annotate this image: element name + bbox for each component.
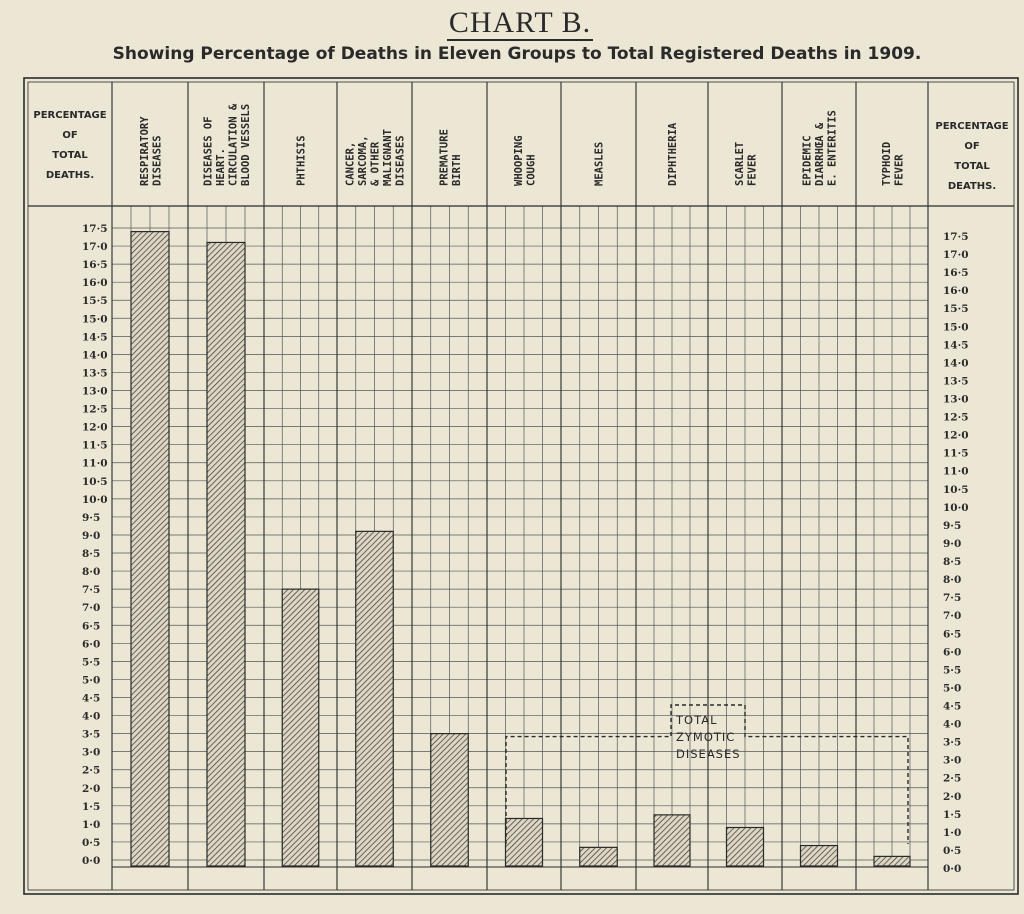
y-tick-label: 1·5	[82, 800, 101, 813]
y-tick-label-right: 7·5	[943, 592, 962, 605]
category-label: PREMATURE	[438, 129, 451, 186]
y-tick-label-right: 17·5	[943, 231, 969, 243]
y-tick-label: 7·0	[82, 602, 101, 615]
y-tick-label: 6·0	[82, 638, 101, 651]
y-tick-label-right: 10·0	[943, 501, 969, 514]
y-axis-title: PERCENTAGE	[33, 110, 107, 121]
y-tick-label: 16·0	[82, 277, 108, 290]
bar	[654, 815, 690, 866]
category-label: SCARLET	[733, 141, 746, 186]
y-tick-label-right: 16·5	[943, 267, 969, 280]
y-tick-label: 9·0	[82, 529, 101, 542]
y-tick-label: 11·5	[82, 439, 108, 452]
y-tick-label-right: 4·0	[943, 718, 962, 731]
y-tick-label: 12·5	[82, 403, 108, 416]
y-tick-label-right: 0·0	[943, 863, 962, 875]
y-tick-label: 6·5	[82, 620, 101, 633]
bar	[727, 827, 764, 866]
y-tick-label: 12·0	[82, 421, 108, 434]
chart-frame-inner	[28, 82, 1014, 890]
y-tick-label-right: 14·5	[943, 339, 969, 352]
y-tick-label-right: 3·0	[943, 754, 962, 767]
bar	[282, 589, 319, 866]
y-tick-label: 10·5	[82, 475, 108, 488]
y-tick-label: 15·0	[82, 313, 108, 326]
category-label: BIRTH	[450, 154, 463, 186]
y-tick-label: 1·0	[82, 818, 101, 831]
y-tick-label-right: 1·5	[943, 808, 962, 821]
category-label: COUGH	[525, 154, 538, 186]
y-tick-label: 5·5	[82, 656, 101, 669]
y-tick-label: 9·5	[82, 511, 101, 524]
bar	[801, 846, 838, 866]
y-tick-label-right: 6·0	[943, 646, 962, 659]
y-axis-title-right: DEATHS.	[947, 181, 997, 192]
bar	[580, 847, 618, 866]
annotation-label: DISEASES	[676, 747, 741, 761]
y-tick-label-right: 13·0	[943, 393, 969, 406]
y-axis-title-right: PERCENTAGE	[935, 121, 1009, 132]
y-tick-label-right: 8·5	[943, 556, 962, 569]
y-tick-label-right: 5·5	[943, 664, 962, 677]
y-tick-label-right: 15·0	[943, 321, 969, 334]
category-label: CIRCULATION &	[227, 103, 240, 186]
y-axis-title: TOTAL	[52, 150, 88, 161]
y-tick-label-right: 12·5	[943, 411, 969, 424]
chart-frame	[24, 78, 1018, 894]
y-axis-title: DEATHS.	[45, 170, 95, 181]
y-tick-label-right: 11·5	[943, 447, 969, 460]
category-label: PHTHISIS	[295, 135, 308, 186]
category-label: TYPHOID	[880, 141, 893, 186]
category-label: DIPHTHERIA	[667, 122, 679, 186]
y-tick-label-right: 2·5	[943, 772, 962, 785]
y-tick-label: 13·5	[82, 367, 108, 380]
y-tick-label: 14·5	[82, 331, 108, 344]
y-tick-label: 2·0	[82, 782, 101, 795]
y-tick-label: 4·5	[82, 692, 101, 705]
y-axis-title: OF	[62, 130, 78, 141]
y-tick-label-right: 4·5	[943, 700, 962, 713]
bar	[207, 242, 245, 866]
y-tick-label-right: 17·0	[943, 249, 969, 262]
category-label: HEART.	[214, 148, 227, 186]
bar	[131, 232, 169, 866]
y-axis-title-right: OF	[964, 141, 980, 152]
y-tick-label-right: 10·5	[943, 483, 969, 496]
y-tick-label-right: 7·0	[943, 610, 962, 623]
category-label: SARCOMA,	[357, 135, 369, 186]
bar	[874, 856, 910, 866]
y-tick-label-right: 9·0	[943, 537, 962, 550]
annotation-label: ZYMOTIC	[676, 730, 736, 744]
category-label: MALIGNANT	[382, 129, 394, 186]
bar	[356, 531, 394, 866]
category-label: & OTHER	[369, 141, 382, 186]
y-tick-label-right: 15·5	[943, 303, 969, 316]
chart-subtitle: Showing Percentage of Deaths in Eleven Groups to Total Registered Deaths in 1909.	[112, 44, 922, 64]
y-tick-label-right: 14·0	[943, 357, 969, 370]
y-axis-title-right: TOTAL	[954, 161, 990, 172]
category-label: DISEASES	[151, 135, 164, 186]
y-tick-label-right: 5·0	[943, 682, 962, 695]
category-label: CANCER,	[344, 141, 357, 186]
y-tick-label: 0·0	[82, 855, 101, 867]
y-tick-label: 15·5	[82, 295, 108, 308]
category-label: DISEASES	[394, 135, 407, 186]
category-label: MEASLES	[593, 141, 606, 186]
y-tick-label-right: 0·5	[943, 844, 962, 857]
y-tick-label: 17·0	[82, 241, 108, 254]
y-tick-label: 10·0	[82, 493, 108, 506]
category-label: DISEASES OF	[202, 116, 215, 186]
y-tick-label-right: 6·5	[943, 628, 962, 641]
y-tick-label: 16·5	[82, 259, 108, 272]
y-tick-label-right: 8·0	[943, 574, 962, 587]
y-tick-label-right: 3·5	[943, 736, 962, 749]
category-label: FEVER	[893, 154, 906, 186]
y-tick-label: 3·5	[82, 728, 101, 741]
y-tick-label: 11·0	[82, 457, 108, 470]
y-tick-label: 8·5	[82, 548, 101, 561]
y-tick-label-right: 1·0	[943, 826, 962, 839]
chart-title: CHART B.	[448, 6, 592, 39]
y-tick-label: 4·0	[82, 710, 101, 723]
category-label: WHOOPING	[512, 135, 525, 186]
category-label: BLOOD VESSELS	[239, 103, 252, 186]
y-tick-label: 5·0	[82, 674, 101, 687]
category-label: FEVER	[746, 154, 759, 186]
y-tick-label: 7·5	[82, 584, 101, 597]
category-label: E. ENTERITIS	[826, 110, 839, 186]
y-tick-label: 13·0	[82, 385, 108, 398]
y-tick-label: 14·0	[82, 349, 108, 362]
y-tick-label: 8·0	[82, 566, 101, 579]
y-tick-label-right: 13·5	[943, 375, 969, 388]
category-label: DIARRHŒA &	[814, 122, 826, 186]
y-tick-label: 0·5	[82, 836, 101, 849]
bar	[431, 734, 469, 866]
y-tick-label-right: 12·0	[943, 429, 969, 442]
y-tick-label: 17·5	[82, 223, 108, 235]
y-tick-label-right: 2·0	[943, 790, 962, 803]
y-tick-label: 3·0	[82, 746, 101, 759]
annotation-label: TOTAL	[676, 713, 718, 727]
y-tick-label-right: 16·0	[943, 285, 969, 298]
y-tick-label-right: 9·5	[943, 519, 962, 532]
category-label: EPIDEMIC	[801, 135, 814, 186]
bar	[506, 818, 543, 866]
y-tick-label-right: 11·0	[943, 465, 969, 478]
y-tick-label: 2·5	[82, 764, 101, 777]
category-label: RESPIRATORY	[138, 116, 151, 186]
